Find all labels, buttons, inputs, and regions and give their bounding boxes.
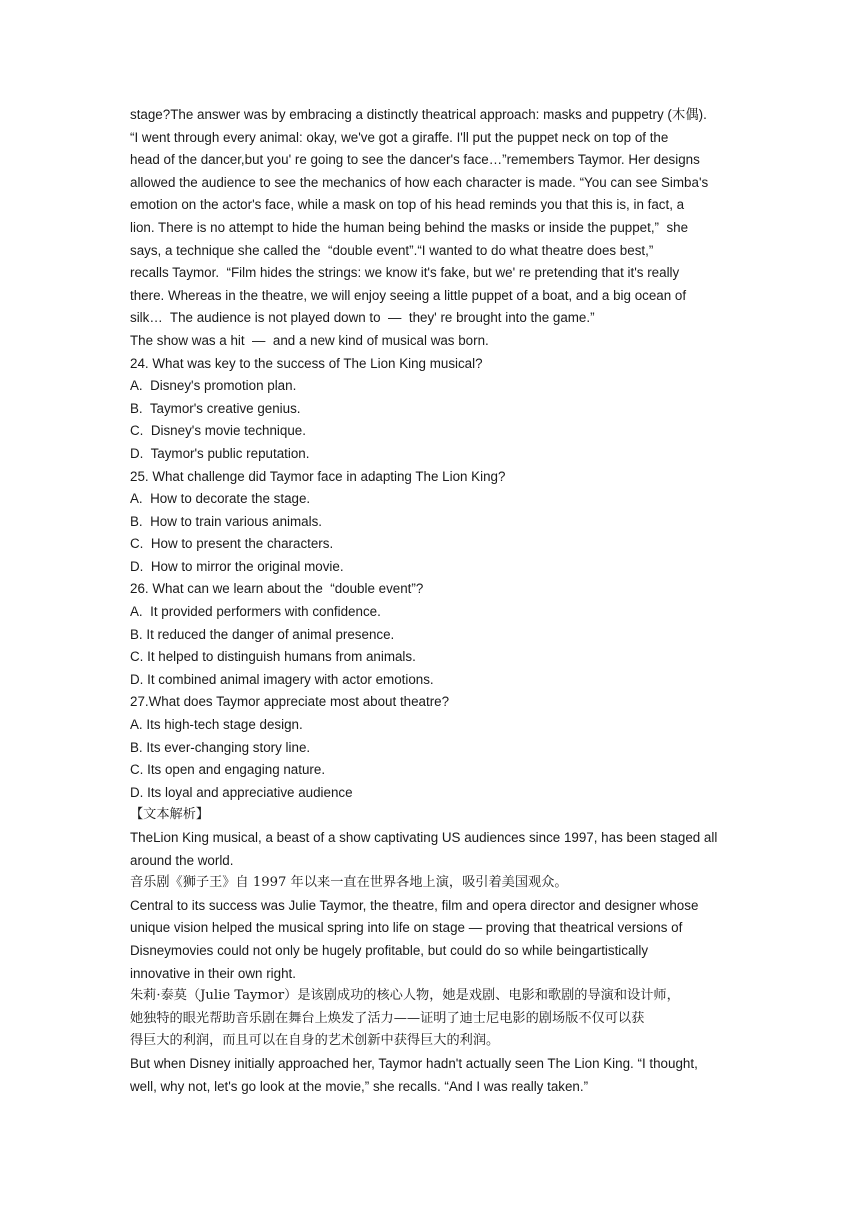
passage-line: there. Whereas in the theatre, we will enjoy seeing a little puppet of a boat, and a big ocean of bbox=[130, 287, 687, 303]
analysis-line: 她独特的眼光帮助音乐剧在舞台上焕发了活力——证明了迪士尼电影的剧场版不仅可以获 bbox=[130, 1010, 645, 1026]
analysis-paragraph-en bbox=[130, 1053, 730, 1098]
analysis-line: Disneymovies could not only be hugely profitable, but could do so while beingartistically bbox=[130, 942, 649, 958]
question-26 bbox=[130, 578, 730, 691]
question-24 bbox=[130, 353, 730, 466]
analysis-line: Central to its success was Julie Taymor, the theatre, film and opera director and designer whose bbox=[130, 897, 699, 913]
analysis-heading: 【文本解析】 bbox=[130, 807, 210, 823]
answer-option: D. Its loyal and appreciative audience bbox=[130, 784, 353, 800]
passage-line: The show was a hit — and a new kind of musical was born. bbox=[130, 332, 489, 348]
answer-option: B. Its ever-changing story line. bbox=[130, 739, 311, 755]
answer-option: D. It combined animal imagery with actor emotions. bbox=[130, 671, 434, 687]
answer-option: C. It helped to distinguish humans from animals. bbox=[130, 649, 416, 665]
question-stem: 25. What challenge did Taymor face in adapting The Lion King? bbox=[130, 468, 506, 484]
answer-option: A. How to decorate the stage. bbox=[130, 491, 311, 507]
analysis-line: unique vision helped the musical spring into life on stage — proving that theatrical versions of bbox=[130, 920, 683, 936]
analysis-paragraph-en bbox=[130, 827, 730, 872]
analysis-paragraph-zh bbox=[130, 872, 730, 895]
passage-text bbox=[130, 104, 730, 353]
passage-line: recalls Taymor. “Film hides the strings: we know it's fake, but we' re pretending that it's really bbox=[130, 265, 680, 281]
analysis-line: well, why not, let's go look at the movie,” she recalls. “And I was really taken.” bbox=[130, 1078, 589, 1094]
analysis-paragraph-en bbox=[130, 895, 730, 985]
answer-option: C. How to present the characters. bbox=[130, 536, 334, 552]
question-stem: 26. What can we learn about the “double event”? bbox=[130, 581, 424, 597]
answer-option: D. Taymor's public reputation. bbox=[130, 445, 310, 461]
answer-option: D. How to mirror the original movie. bbox=[130, 558, 344, 574]
question-25 bbox=[130, 466, 730, 579]
analysis-line: innovative in their own right. bbox=[130, 965, 296, 981]
answer-option: B. How to train various animals. bbox=[130, 513, 323, 529]
analysis-line: TheLion King musical, a beast of a show captivating US audiences since 1997, has been staged all bbox=[130, 830, 718, 845]
passage-line: emotion on the actor's face, while a mask on top of his head reminds you that this is, in fact, a bbox=[130, 197, 685, 213]
answer-option: C. Disney's movie technique. bbox=[130, 423, 306, 439]
document-body bbox=[130, 104, 730, 1098]
question-stem: 24. What was key to the success of The Lion King musical? bbox=[130, 355, 483, 371]
passage-line: says, a technique she called the “double event”.“I wanted to do what theatre does best,” bbox=[130, 242, 654, 258]
passage-line: allowed the audience to see the mechanics of how each character is made. “You can see Simba's bbox=[130, 174, 709, 190]
analysis-line: around the world. bbox=[130, 852, 234, 868]
answer-option: C. Its open and engaging nature. bbox=[130, 762, 326, 778]
analysis-line: 朱莉·泰莫（Julie Taymor）是该剧成功的核心人物，她是戏剧、电影和歌剧的导演和设计师， bbox=[130, 988, 680, 1004]
passage-line: “I went through every animal: okay, we've got a giraffe. I'll put the puppet neck on top of the bbox=[130, 129, 669, 145]
passage-line: head of the dancer,but you' re going to see the dancer's face…”remembers Taymor. Her designs bbox=[130, 152, 700, 168]
analysis-line: But when Disney initially approached her, Taymor hadn't actually seen The Lion King. “I thought, bbox=[130, 1055, 698, 1071]
passage-line: stage?The answer was by embracing a distinctly theatrical approach: masks and puppetry (木偶). bbox=[130, 107, 707, 122]
question-stem: 27.What does Taymor appreciate most about theatre? bbox=[130, 694, 450, 710]
answer-option: B. Taymor's creative genius. bbox=[130, 400, 301, 416]
passage-line: lion. There is no attempt to hide the human being behind the masks or inside the puppet,” she bbox=[130, 219, 689, 235]
answer-option: A. Disney's promotion plan. bbox=[130, 378, 297, 394]
answer-option: A. It provided performers with confidence. bbox=[130, 604, 381, 620]
passage-line: silk… The audience is not played down to — they' re brought into the game.” bbox=[130, 310, 595, 326]
answer-option: A. Its high-tech stage design. bbox=[130, 717, 303, 733]
analysis-line: 得巨大的利润，而且可以在自身的艺术创新中获得巨大的利润。 bbox=[130, 1033, 500, 1049]
question-27 bbox=[130, 691, 730, 804]
analysis-paragraph-zh bbox=[130, 985, 730, 1053]
answer-option: B. It reduced the danger of animal presence. bbox=[130, 626, 395, 642]
text-analysis bbox=[130, 804, 730, 1098]
analysis-line: 音乐剧《狮子王》自 1997 年以来一直在世界各地上演，吸引着美国观众。 bbox=[130, 875, 568, 891]
